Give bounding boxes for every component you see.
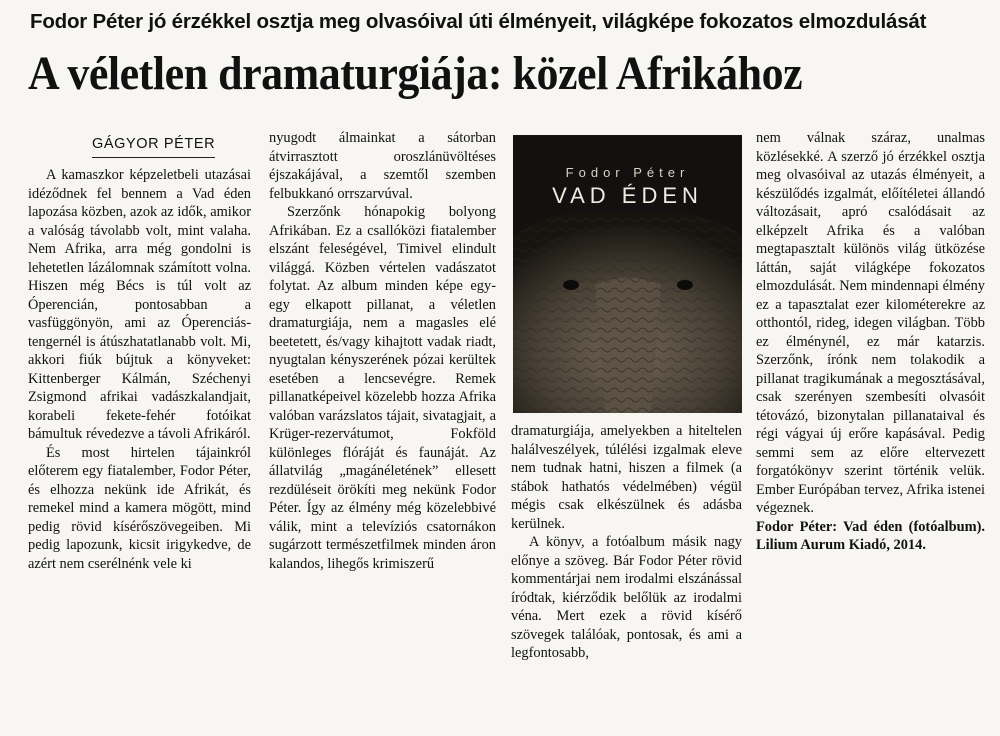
paragraph: És most hirtelen tájainkról előterem egy fiatalember, Fodor Péter, és elhozza nekünk ide Afrikát, és remekel mind a kamera mögött, mind pedig rövid kísérőszövegeiben. Mi pedig lapozunk, kicsit irigykedve, de azért nem cserélnénk vele ki xyxy=(28,444,251,572)
paragraph: nem válnak száraz, unalmas közlésekké. A szerző jó érzékkel osztja meg olvasóival az utazás élményeit, a készülődés izgalmát, előítéletei állandó változásait, apró csalódásait az elképzelt Afrika és a valóban megtapasztalt különös világ ütközése láttán, saját világképe fokozatos elmozdulását. Nem mindennapi élmény ez a tapasztalat ezer kilométerekre az otthontól, rideg, idegen világban. Több ez élménynél, ez már katarzis. Szerzőnk, írónk nem tolakodik a pillanat tragikumának a megosztásával, csak szerényen szembesíti olvasóit tétovázó, bizonytalan pillanataival és régi vágyai új erőre kapásával. Pedig semmi sem az előre eltervezett forgatókönyv szerint történik velük. Ember Európában tervez, Afrika istenei végeznek. xyxy=(756,130,985,516)
paragraph: Szerzőnk hónapokig bolyong Afrikában. Ez a csallóközi fiatalember elszánt feleségével, Timivel elindult világgá. Közben vértelen vadászatot folytat. Az album minden képe egy-egy elkapott pillanat, a véletlen dramaturgiája, nem a magasles elé beetetett, és/vagy kihajtott vadak riadt, nyugtalan kényszerének pózai kerültek esetében a lencsevégre. Remek pillanatképeivel közelebb hozza Afrika valóban varázslatos tájait, sivatagjait, a Krüger-rezervátumot, Fokföld különleges flóráját és faunáját. Az állatvilág „magánéletének” ellesett rezdüléseit örökíti meg nekünk Fodor Péter. Így az élmény még közelebbivé válik, mint a televíziós csatornákon sugárzott természetfilmek minden áron kalandos, lihegős krimiszerű xyxy=(269,204,496,572)
article-column-4 xyxy=(756,129,985,555)
author-byline: GÁGYOR PÉTER xyxy=(92,136,215,158)
article-column-2 xyxy=(269,129,496,573)
supertitle: Fodor Péter jó érzékkel osztja meg olvasóival úti élményeit, világképe fokozatos elmozdulását xyxy=(30,10,927,33)
headline: A véletlen dramaturgiája: közel Afrikához xyxy=(28,47,803,100)
article-column-1 xyxy=(28,166,251,573)
cover-title: VAD ÉDEN xyxy=(552,183,703,208)
book-credit: Fodor Péter: Vad éden (fotóalbum). Lilium Aurum Kiadó, 2014. xyxy=(756,518,985,553)
paragraph: A könyv, a fotóalbum másik nagy előnye a szöveg. Bár Fodor Péter rövid kommentárjai nem irodalmi elszánással íródtak, kiérződik belőlük az irodalmi véna. Mert ezek a rövid kísérő szövegek találóak, pontosak, és ami a legfontosabb, xyxy=(511,534,742,661)
book-cover-image xyxy=(513,135,742,413)
cover-author: Fodor Péter xyxy=(565,165,690,180)
paragraph: dramaturgiája, amelyekben a hiteltelen halálveszélyek, túlélési izgalmak eleve nem tudnak hatni, hiszen a filmek (a stábok hathatós védelmében) végül mégis csak elkészülnek és adásba kerülnek. xyxy=(511,423,742,532)
paragraph: nyugodt álmainkat a sátorban átvirrasztott oroszlánüvöltéses éjszakájával, a szemtől szemben felbukkanó orrszarvúval. xyxy=(269,130,496,202)
paragraph: A kamaszkor képzeletbeli utazásai idéződnek fel bennem a Vad éden lapozása közben, azok az idők, amikor a valóság távolabb volt, mint valaha. Nem Afrika, arra még gondolni is lehetetlen lázálomnak számított volna. Hiszen még Bécs is túl volt az Óperencián, pontosabban a vasfüggönyön, ami az Óperenciás-tengernél is átúszhatatlanabb volt. Mi, akkori fiúk bújtuk a könyveket: Kittenberger Kálmán, Széchenyi Zsigmond afrikai vadászkalandjait, korabeli fekete-fehér fotóikat bámultuk révedezve a távoli Afrikáról. xyxy=(28,167,251,442)
article-column-3 xyxy=(511,422,742,663)
